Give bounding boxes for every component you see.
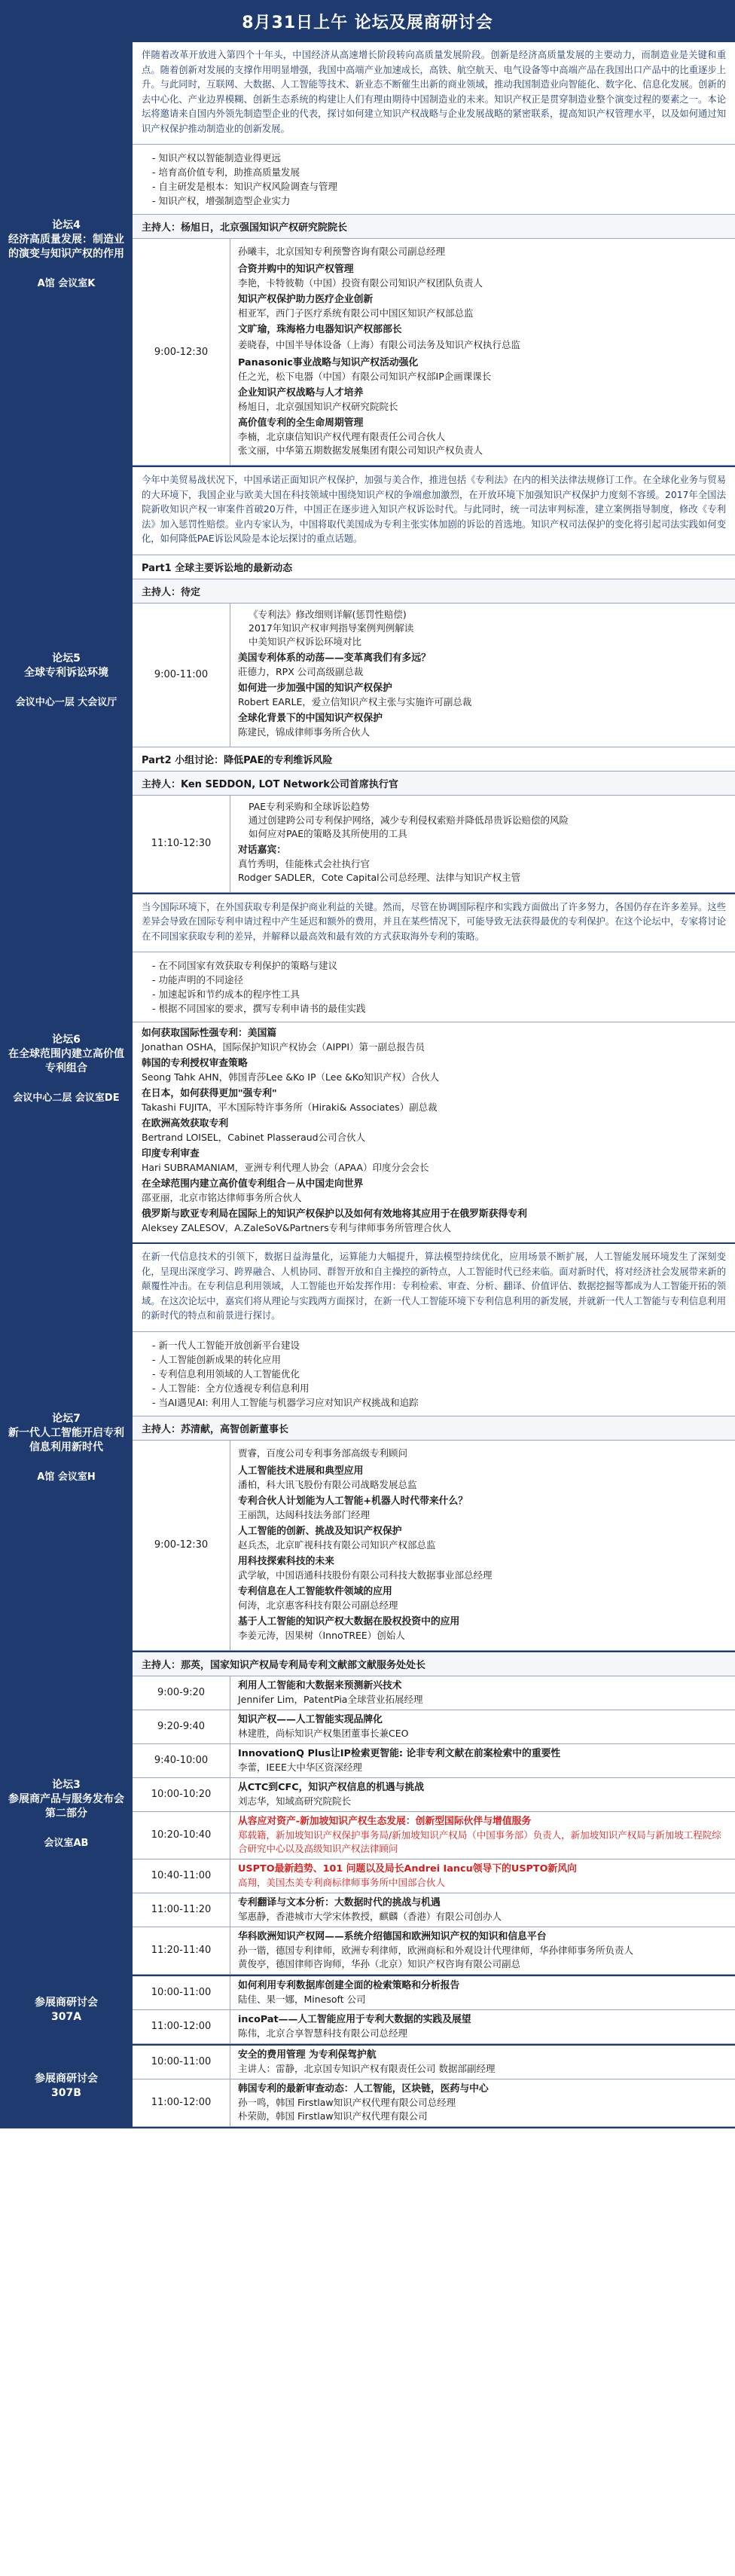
speaker: 陈建民，锦成律师事务所合伙人 — [238, 726, 371, 738]
topics — [238, 800, 727, 841]
forum-6-body — [133, 894, 735, 1243]
row-time: 10:00-11:00 — [133, 1976, 230, 2009]
schedule-row — [133, 1893, 735, 1927]
row-time: 11:20-11:40 — [133, 1927, 230, 1974]
speaker: 李蕾，IEEE大中华区资深经理 — [238, 1761, 362, 1773]
talk — [142, 1208, 726, 1235]
talk — [142, 1027, 726, 1054]
schedule-row — [133, 1710, 735, 1744]
forum-7 — [0, 1244, 735, 1652]
schedule-row — [133, 1676, 735, 1710]
topic-item: - 在不同国家有效获取专利保护的策略与建议 — [152, 958, 726, 973]
forum-6-intro: 当今国际环境下，在外国获取专利是保护商业利益的关键。然而，尽管在协调国际程序和实践方面做出了许多努力，各国仍存在许多差异。这些差异会导致在国际专利申请过程中产生延迟和额外的费用，并且在某些情况下，可能导致无法获得最优的专利保护。在这个论坛中，专家将讨论在不同国家获取专利的差异，并解释以最高效和最有效的方式获取海外专利的策略。 — [133, 894, 735, 953]
talk — [238, 1555, 727, 1582]
schedule-row — [133, 1976, 735, 2010]
speaker: 杨旭日，北京强国知识产权研究院院长 — [238, 401, 398, 412]
speaker: 王丽凯，达闼科技法务部门经理 — [238, 1508, 371, 1520]
talk-title: 知识产权——人工智能实现品牌化 — [238, 1713, 383, 1725]
forum-6-speakers — [133, 1022, 735, 1242]
row-time: 9:40-10:00 — [133, 1744, 230, 1777]
talk-title: Panasonic事业战略与知识产权活动强化 — [238, 357, 419, 368]
speaker: Takashi FUJITA，平木国际特许事务所（Hiraki& Associates）副总裁 — [142, 1102, 438, 1113]
row-time: 11:00-12:00 — [133, 2079, 230, 2126]
talk — [238, 1445, 727, 1462]
forum-5-intro: 今年中美贸易战状况下，中国承诺正面知识产权保护，加强与美合作，推进包括《专利法》在内的相关法律法规修订工作。在全球化业务与贸易的大环境下，我国企业与欧美大国在科技领域中围绕知识产权的争端愈加激烈，在开放环境下加强知识产权保护力度刻不容缓。2017年全国法院新收知识产权一审案件首破20万件，中国正在逐步进入知识产权诉讼时代。与此同时，统一司法审判标准，建立案例指导制度，修改《专利法》加入惩罚性赔偿。业内专家认为，中国将取代美国成为专利主张实体加剧的诉讼的首选地。知识产权司法保护的变化将引起司法实践如何变化，如何降低PAE诉讼风险是本论坛探讨的重点话题。 — [133, 467, 735, 555]
speaker: 主讲人：雷静，北京国专知识产权有限责任公司 数据部副经理 — [238, 2062, 496, 2074]
session-time: 11:10-12:30 — [133, 796, 230, 892]
speaker: 陈伟，北京合享智慧科技有限公司总经理 — [238, 2027, 408, 2039]
topic-item: - 根据不同国家的要求，撰写专利申请书的最佳实践 — [152, 1001, 726, 1016]
topic-item: PAE专利采购和全球诉讼趋势 — [249, 800, 370, 812]
talk-title: 人工智能的创新、挑战及知识产权保护 — [238, 1525, 402, 1537]
row-time: 10:40-11:00 — [133, 1859, 230, 1893]
session-speakers — [230, 239, 735, 465]
schedule-row — [133, 2010, 735, 2044]
speaker: 姜晓春，中国半导体设备（上海）有限公司法务及知识产权执行总监 — [238, 339, 521, 350]
talk-title: 专利信息在人工智能软件领域的应用 — [238, 1585, 392, 1597]
forum-5-body — [133, 467, 735, 893]
speaker: 潘柏，科大讯飞股份有限公司战略发展总监 — [238, 1478, 417, 1490]
forum-3-room: 会议室AB — [44, 1837, 89, 1849]
speaker: Jonathan OSHA，国际保护知识产权协会（AIPPI）第一副总报告员 — [142, 1041, 425, 1053]
forum-6-title: 论坛6 在全球范围内建立高价值专利组合 — [8, 1033, 124, 1074]
exhibitor-307a-title: 参展商研讨会 307A — [35, 1996, 98, 2023]
forum-5-label — [0, 467, 133, 893]
row-time: 10:00-11:00 — [133, 2046, 230, 2079]
forum-7-session — [133, 1441, 735, 1651]
speaker: 李楠，北京康信知识产权代理有限责任公司合伙人 — [238, 431, 446, 442]
speaker: 李艳，卡特彼勒（中国）投资有限公司知识产权团队负责人 — [238, 277, 483, 289]
schedule-row — [133, 1927, 735, 1975]
forum-5-title: 论坛5 全球专利诉讼环境 — [24, 652, 108, 679]
speaker: 赵兵杰，北京旷视科技有限公司知识产权部总监 — [238, 1539, 436, 1551]
speaker: Rodger SADLER，Cote Capital公司总经理、法律与知识产权主管 — [238, 871, 521, 883]
forum-7-topics — [133, 1332, 735, 1416]
talk-title: 专利翻译与文本分析：大数据时代的挑战与机遇 — [238, 1896, 441, 1908]
row-time: 9:00-9:20 — [133, 1676, 230, 1710]
forum-5 — [0, 467, 735, 894]
talk-title: 基于人工智能的知识产权大数据在股权投资中的应用 — [238, 1615, 460, 1627]
schedule-row — [133, 1812, 735, 1859]
talk — [238, 1615, 727, 1642]
talk-title: 利用人工智能和大数据来预测新兴技术 — [238, 1679, 402, 1691]
speaker: 李姜元涛，因果树（InnoTREE）创始人 — [238, 1629, 405, 1641]
talk-title: 韩国专利的最新审查动态：人工智能，区块链，医药与中心 — [238, 2082, 489, 2095]
forum-3-body — [133, 1652, 735, 1975]
forum-5-host-2: 主持人：Ken SEDDON, LOT Network公司首席执行官 — [133, 772, 735, 796]
forum-4-body — [133, 42, 735, 466]
talk — [238, 323, 727, 353]
talk-title: 人工智能技术进展和典型应用 — [238, 1465, 364, 1477]
forum-4-room: A馆 会议室K — [37, 278, 96, 289]
talk — [238, 682, 727, 709]
speaker: 武学敏，中国语通科技股份有限公司科技大数据事业部总经理 — [238, 1569, 493, 1581]
forum-7-title: 论坛7 新一代人工智能开启专利信息利用新时代 — [8, 1412, 124, 1453]
speaker: 刘志华，知域高研究院院长 — [238, 1795, 352, 1807]
talk — [238, 417, 727, 457]
talk-title: 全球化背景下的中国知识产权保护 — [238, 712, 383, 724]
schedule-row — [133, 1778, 735, 1812]
forum-4 — [0, 42, 735, 467]
forum-4-intro: 伴随着改革开放进入第四个十年头，中国经济从高速增长阶段转向高质量发展阶段。创新是经济高质量发展的主要动力，而制造业是关键和重点。随着创新对发展的支撑作用明显增强，我国中高端产业加速成长，高铁、航空航天、电气设备等中高端产品在我国出口产品中的比重逐步上升。与此同时，互联网、大数据、人工智能等技术、新业态不断催生出新的商业领域，推动我国制造业向智能化、数字化、信息化发展。创新的去中心化、产业边界模糊、创新生态系统的构建让人们有理由期待中国制造业的未来。知识产权正是贯穿制造业整个演变过程的要素之一。本论坛将邀请来自国内外领先制造型企业的代表，探讨如何建立知识产权战略与企业发展战略的紧密联系，提高知识产权管理水平，以及如何通过知识产权保护推动制造业的创新发展。 — [133, 42, 735, 145]
topic-item: 中美知识产权诉讼环境对比 — [249, 635, 362, 647]
topic-item: 如何应对PAE的策略及其所使用的工具 — [249, 827, 407, 839]
speaker: 邵亚丽，北京市铭达律师事务所合伙人 — [142, 1192, 302, 1203]
speaker: 陆佳、果一娜，Minesoft 公司 — [238, 1993, 366, 2005]
row-time: 10:20-10:40 — [133, 1812, 230, 1859]
talk-title: incoPat——人工智能应用于专利大数据的实践及展望 — [238, 2013, 471, 2025]
forum-5-session-2 — [133, 796, 735, 893]
talk-title: 如何获取国际性强专利：美国篇 — [142, 1028, 277, 1039]
speaker: 郑载籍，新加坡知识产权保护事务局/新加坡知识产权局（中国事务部）负责人，新加坡知识产权局与新加坡工程院综合研究中心以及高级知识产权法律顾问 — [238, 1829, 721, 1854]
talk-title: 俄罗斯与欧亚专利局在国际上的知识产权保护以及如何有效地将其应用于在俄罗斯获得专利 — [142, 1209, 527, 1220]
talk — [238, 293, 727, 320]
talk-title: 华科欧洲知识产权网——系统介绍德国和欧洲知识产权的知识和信息平台 — [238, 1930, 547, 1942]
talk-title: 在日本，如何获得更加"强专利" — [142, 1088, 277, 1099]
talk — [238, 712, 727, 739]
row-time: 11:00-12:00 — [133, 2010, 230, 2043]
talk-title: 安全的费用管理 为专利保驾护航 — [238, 2049, 377, 2061]
topic-item: - 人工智能：全方位透视专利信息利用 — [152, 1381, 726, 1395]
talk-title: 美国专利体系的动荡——变革离我们有多远？ — [238, 652, 431, 664]
talk — [238, 1465, 727, 1492]
topic-item: - 人工智能创新成果的转化应用 — [152, 1352, 726, 1367]
talk-title: InnovationQ Plus让IP检索更智能: 论非专利文献在前案检索中的重要性 — [238, 1747, 561, 1759]
speaker: Bertrand LOISEL，Cabinet Plasseraud公司合伙人 — [142, 1132, 366, 1143]
talk — [142, 1117, 726, 1144]
speaker: Robert EARLE，爱立信知识产权主张与实施许可副总裁 — [238, 695, 472, 707]
schedule-row — [133, 2079, 735, 2127]
schedule-row — [133, 2046, 735, 2079]
session-time: 9:00-12:30 — [133, 1441, 230, 1650]
exhibitor-307b-label — [0, 2046, 133, 2127]
forum-7-room: A馆 会议室H — [37, 1471, 96, 1483]
talk — [238, 1585, 727, 1612]
topic-item: - 当AI遇见AI: 利用人工智能与机器学习应对知识产权挑战和追踪 — [152, 1395, 726, 1410]
row-time: 10:00-10:20 — [133, 1778, 230, 1811]
page-title: 8月31日上午 论坛及展商研讨会 — [0, 0, 735, 42]
schedule-row — [133, 1859, 735, 1893]
schedule-row — [133, 1744, 735, 1778]
row-time: 11:00-11:20 — [133, 1893, 230, 1927]
talk-title: 企业知识产权战略与人才培养 — [238, 387, 364, 399]
forum-3-title: 论坛3 参展商产品与服务发布会 第二部分 — [8, 1778, 124, 1820]
exhibitor-307b — [0, 2046, 735, 2128]
discussants — [238, 844, 727, 885]
forum-7-body — [133, 1244, 735, 1651]
topic-item: - 知识产权，增强制造型企业实力 — [152, 194, 726, 208]
speaker: Aleksey ZALESOV，A.ZaleSoV&Partners专利与律师事务所管理合伙人 — [142, 1222, 452, 1233]
speaker: 孙一鸣，韩国 Firstlaw知识产权代理有限公司总经理 — [238, 2096, 456, 2108]
speaker: 真竹秀明，佳能株式会社执行官 — [238, 857, 371, 869]
forum-5-room: 会议中心一层 大会议厅 — [15, 696, 117, 708]
forum-4-session — [133, 239, 735, 466]
session-time: 9:00-12:30 — [133, 239, 230, 465]
forum-4-host: 主持人：杨旭日，北京强国知识产权研究院院长 — [133, 215, 735, 239]
exhibitor-307a-label — [0, 1976, 133, 2044]
talk — [142, 1178, 726, 1205]
exhibitor-307b-body — [133, 2046, 735, 2127]
forum-5-session-1 — [133, 604, 735, 747]
talk — [238, 243, 727, 260]
speaker: 林建胜，尚标知识产权集团董事长兼CEO — [238, 1727, 409, 1739]
topic-item: - 专利信息利用领域的人工智能优化 — [152, 1367, 726, 1381]
speaker: 何涛，北京惠客科技有限公司副总经理 — [238, 1599, 398, 1611]
talk — [238, 652, 727, 679]
exhibitor-307a-body — [133, 1976, 735, 2044]
topic-item: - 功能声明的不同途径 — [152, 973, 726, 987]
topics — [238, 608, 727, 649]
session-speakers — [230, 1441, 735, 1650]
topic-item: - 自主研发是根本：知识产权风险调查与管理 — [152, 179, 726, 194]
topic-item: - 知识产权以智能制造业得更远 — [152, 151, 726, 165]
talk-title: 文旷瑜，珠海格力电器知识产权部部长 — [238, 324, 402, 335]
talk — [142, 1087, 726, 1114]
talk-title: 从容应对资产-新加坡知识产权生态发展：创新型国际伙伴与增值服务 — [238, 1815, 532, 1827]
forum-6-topics — [133, 952, 735, 1022]
topic-item: - 培育高价值专利，助推高质量发展 — [152, 165, 726, 179]
speaker: 莊德力，RPX 公司高级副总裁 — [238, 665, 364, 677]
speaker: 孙曦丰，北京国知专利预警咨询有限公司副总经理 — [238, 246, 446, 257]
speaker: Jennifer Lim，PatentPia全球营业拓展经理 — [238, 1693, 423, 1705]
session-time: 9:00-11:00 — [133, 604, 230, 747]
forum-3 — [0, 1652, 735, 1976]
forum-6-room: 会议中心二层 会议室DE — [13, 1092, 120, 1104]
forum-6-label — [0, 894, 133, 1243]
speaker: 贾睿，百度公司专利事务部高级专利顾问 — [238, 1447, 408, 1459]
discussants-label: 对话嘉宾： — [238, 844, 286, 856]
exhibitor-307a — [0, 1976, 735, 2046]
speaker: 孙一锴，德国专利律师，欧洲专利律师，欧洲商标和外观设计代理律师，华孙律师事务所负责人 — [238, 1944, 634, 1956]
talk-title: 印度专利审查 — [142, 1148, 200, 1160]
speaker: Hari SUBRAMANIAM，亚洲专利代理人协会（APAA）印度分会会长 — [142, 1162, 429, 1173]
speaker: 张文丽，中华第五期数据发展集团有限公司知识产权负责人 — [238, 445, 483, 456]
forum-3-host: 主持人：那英，国家知识产权局专利局专利文献部文献服务处处长 — [133, 1652, 735, 1676]
talk-title: 知识产权保护助力医疗企业创新 — [238, 294, 374, 305]
talk-title: 如何利用专利数据库创建全面的检索策略和分析报告 — [238, 1979, 460, 1991]
talk — [142, 1147, 726, 1175]
talk-title: 合资并购中的知识产权管理 — [238, 264, 354, 275]
talk-title: 从CTC到CFC，知识产权信息的机遇与挑战 — [238, 1781, 424, 1793]
exhibitor-307b-title: 参展商研讨会 307B — [35, 2072, 98, 2099]
topic-item: 2017年知识产权审判指导案例判例解读 — [249, 622, 414, 634]
talk-title: USPTO最新趋势、101 问题以及局长Andrei Iancu领导下的USPTO新风向 — [238, 1862, 577, 1875]
talk-title: 如何进一步加强中国的知识产权保护 — [238, 682, 392, 694]
speaker: 高翔，美国杰美专利商标律师事务所中国部合伙人 — [238, 1876, 446, 1888]
topic-item: - 加速起诉和节约成本的程序性工具 — [152, 987, 726, 1001]
talk-title: 韩国的专利授权审查策略 — [142, 1058, 248, 1069]
forum-7-label — [0, 1244, 133, 1651]
speaker: 邹惠静，香港城市大学宋体教授，麒麟（香港）有限公司创办人 — [238, 1910, 502, 1922]
forum-4-title: 论坛4 经济高质量发展：制造业的演变与知识产权的作用 — [8, 219, 124, 260]
forum-4-label — [0, 42, 133, 466]
speaker: 朴荣勋，韩国 Firstlaw知识产权代理有限公司 — [238, 2110, 428, 2122]
topic-item: 通过创建跨公司专利保护网络，减少专利侵权索赔并降低昂贵诉讼赔偿的风险 — [249, 814, 569, 826]
topic-item: 《专利法》修改细则详解(惩罚性赔偿) — [249, 608, 407, 620]
speaker: 任之光，松下电器（中国）有限公司知识产权部IP企画课课长 — [238, 371, 492, 382]
talk-title: 专利合伙人计划能为人工智能+机器人时代带来什么？ — [238, 1495, 468, 1507]
forum-6 — [0, 894, 735, 1245]
row-time: 9:20-9:40 — [133, 1710, 230, 1743]
forum-3-label — [0, 1652, 133, 1975]
talk — [238, 263, 727, 290]
speaker: Seong Tahk AHN，韩国青莎Lee &Ko IP（Lee &Ko知识产权）合伙人 — [142, 1071, 440, 1083]
forum-7-host: 主持人：苏清献，高智创新董事长 — [133, 1416, 735, 1441]
forum-5-part-2: Part2 小组讨论：降低PAE的专利维诉风险 — [133, 747, 735, 772]
talk-title: 在欧洲高效获取专利 — [142, 1118, 229, 1129]
forum-4-topics — [133, 145, 735, 215]
topic-item: - 新一代人工智能开放创新平台建设 — [152, 1338, 726, 1352]
talk — [142, 1057, 726, 1084]
talk — [238, 1525, 727, 1552]
talk-title: 在全球范围内建立高价值专利组合－从中国走向世界 — [142, 1178, 364, 1190]
speaker: 相亚军，西门子医疗系统有限公司中国区知识产权部总监 — [238, 307, 474, 319]
talk — [238, 1495, 727, 1522]
session-speakers — [230, 796, 735, 892]
session-speakers — [230, 604, 735, 747]
forum-5-part-1: Part1 全球主要诉讼地的最新动态 — [133, 555, 735, 579]
talk — [238, 387, 727, 414]
forum-5-host-1: 主持人：待定 — [133, 579, 735, 604]
speaker: 黄俊亭，德国律师咨询师，华孙（北京）知识产权咨询有限公司副总 — [238, 1957, 521, 1969]
talk-title: 高价值专利的全生命周期管理 — [238, 417, 364, 429]
forum-7-intro: 在新一代信息技术的引领下，数据日益海量化，运算能力大幅提升，算法模型持续优化，应用场景不断扩展，人工智能发展环境发生了深刻变化，呈现出深度学习、跨界融合、人机协同、群智开放和自主操控的新特点，人工智能时代已经来临。面对新时代，将对经济社会发展带来新的颠覆性冲击。在专利信息利用领域，人工智能也开始发挥作用：专利检索、审查、分析、翻译、价值评估、数据挖掘等都成为人工智能开拓的领域。在这次论坛中，嘉宾们将从理论与实践两方面探讨，在新一代人工智能环境下专利信息利用的新发展，并就新一代人工智能与专利信息利用的新时代的特点和前景进行探讨。 — [133, 1244, 735, 1332]
talk — [238, 356, 727, 383]
talk-title: 用科技探索科技的未来 — [238, 1555, 334, 1567]
